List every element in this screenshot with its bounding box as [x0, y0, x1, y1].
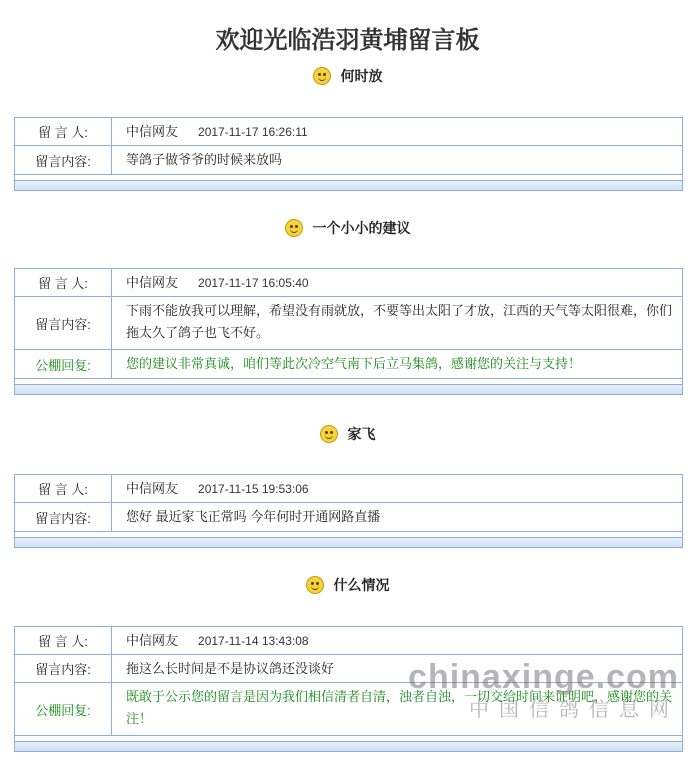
post-title-text: 一个小小的建议	[312, 220, 411, 236]
post-date: 2017-11-17 16:05:40	[198, 275, 309, 290]
post-title-text: 何时放	[340, 68, 383, 84]
content-row	[15, 297, 682, 350]
smiley-icon	[313, 67, 331, 85]
post-title	[0, 218, 695, 238]
sender-label: 留 言 人:	[15, 627, 112, 654]
card-footer	[15, 384, 682, 394]
sender-row	[15, 627, 682, 655]
post-title	[0, 424, 695, 444]
sender-name: 中信网友	[126, 123, 179, 139]
content-text: 等鸽子做爷爷的时候来放吗	[126, 152, 283, 167]
sender-name: 中信网友	[126, 274, 179, 290]
content-label: 留言内容:	[15, 146, 112, 174]
post-title-text: 家飞	[347, 426, 376, 442]
site-watermark	[408, 658, 679, 722]
reply-text: 您的建议非常真诚，咱们等此次冷空气南下后立马集鸽，感谢您的关注与支持！	[126, 356, 582, 371]
post-date: 2017-11-14 13:43:08	[198, 633, 309, 648]
sender-row	[15, 118, 682, 146]
card-footer	[15, 741, 682, 751]
watermark-domain: chinaxinge.com	[408, 658, 679, 696]
post-date: 2017-11-15 19:53:06	[198, 481, 309, 496]
content-text: 下雨不能放我可以理解，希望没有雨就放，不要等出太阳了才放，江西的天气等太阳很难，你们拖太久了鸽子也飞不好。	[126, 303, 673, 340]
content-label: 留言内容:	[15, 297, 112, 349]
message-card	[14, 268, 683, 395]
sender-label: 留 言 人:	[15, 269, 112, 296]
content-row	[15, 503, 682, 532]
smiley-icon	[320, 425, 338, 443]
sender-name: 中信网友	[126, 480, 179, 496]
post-date: 2017-11-17 16:26:11	[198, 124, 308, 139]
content-text: 您好 最近家飞正常吗 今年何时开通网路直播	[126, 509, 381, 524]
sender-row	[15, 269, 682, 297]
content-row	[15, 146, 682, 175]
content-text: 拖这么长时间是不是协议鸽还没谈好	[126, 660, 335, 676]
card-footer	[15, 537, 682, 547]
post-title	[0, 575, 695, 595]
reply-row	[15, 350, 682, 379]
reply-label: 公棚回复:	[15, 683, 112, 735]
content-label: 留言内容:	[15, 655, 112, 682]
smiley-icon	[285, 219, 303, 237]
reply-label: 公棚回复:	[15, 350, 112, 378]
content-label: 留言内容:	[15, 503, 112, 531]
page-title: 欢迎光临浩羽黄埔留言板	[215, 28, 480, 54]
sender-label: 留 言 人:	[15, 118, 112, 145]
smiley-icon	[306, 576, 324, 594]
sender-label: 留 言 人:	[15, 475, 112, 502]
post-title	[0, 66, 695, 86]
post-title-text: 什么情况	[333, 577, 390, 593]
sender-name: 中信网友	[126, 632, 179, 648]
card-footer	[15, 180, 682, 190]
message-card	[14, 117, 683, 191]
reply-text: 既敢于公示您的留言是因为我们相信清者自清，浊者自浊，一切交给时间来证明吧，感谢您的关注！	[126, 689, 673, 726]
sender-row	[15, 475, 682, 503]
watermark-site-name: 中国信鸽信息网	[469, 697, 679, 721]
message-card	[14, 474, 683, 548]
